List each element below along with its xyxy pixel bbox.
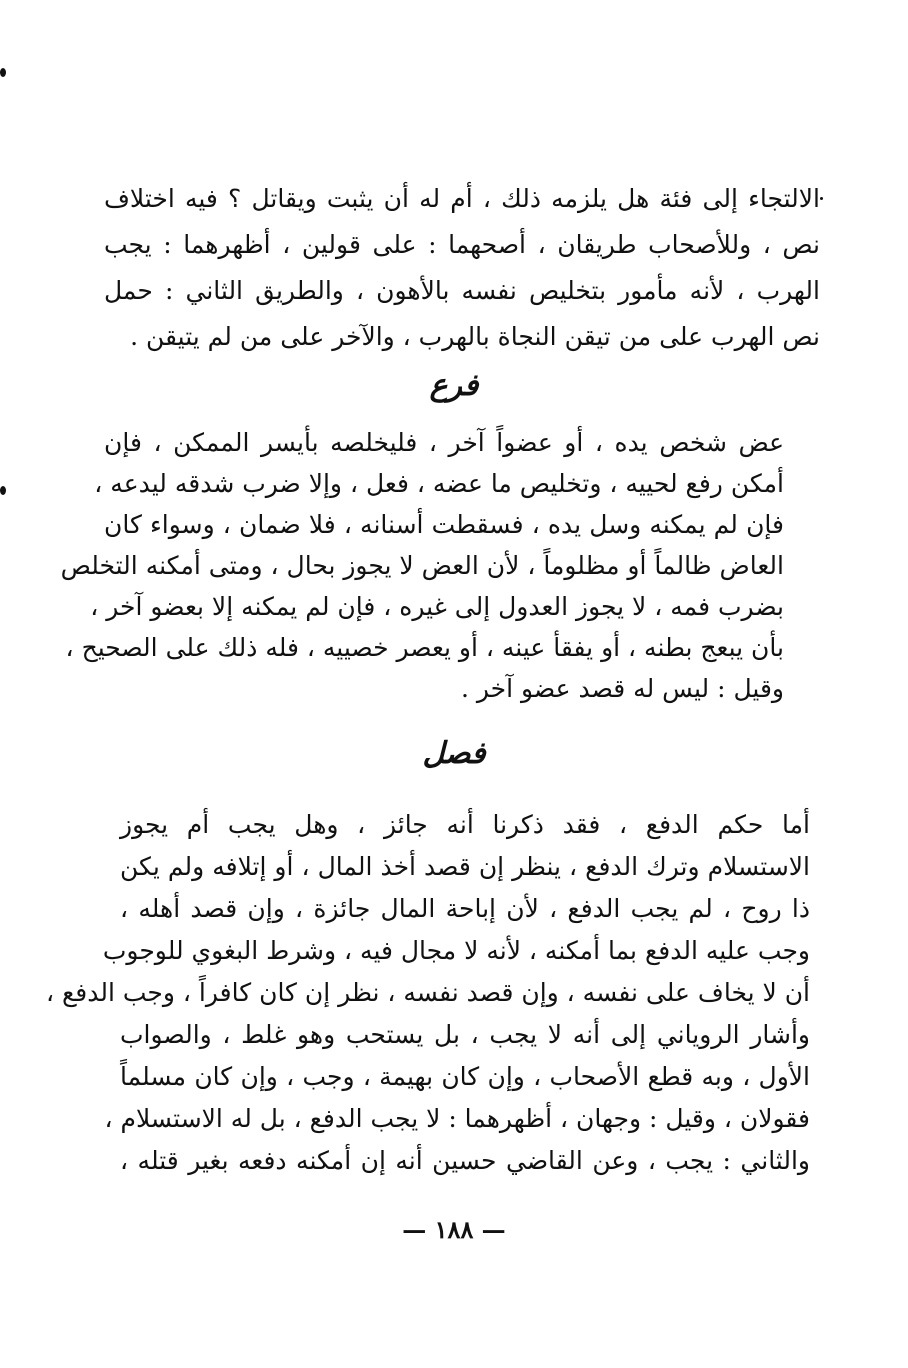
paragraph-3-line-6: وأشار الروياني إلى أنه لا يجب ، بل يستحب وهو غلط ، والصواب <box>120 1020 810 1049</box>
paragraph-2 <box>60 422 784 709</box>
paragraph-1-line-2: نص ، وللأصحاب طريقان ، أصحهما : على قولين ، أظهرهما : يجب <box>104 230 820 259</box>
paragraph-1-line-1: الالتجاء إلى فئة هل يلزمه ذلك ، أم له أن يثبت ويقاتل ؟ فيه اختلاف <box>104 184 820 213</box>
paragraph-2-line-1: عض شخص يده ، أو عضواً آخر ، فليخلصه بأيسر الممكن ، فإن <box>104 428 784 457</box>
paragraph-3-line-9: والثاني : يجب ، وعن القاضي حسين أنه إن أمكنه دفعه بغير قتله ، <box>120 1146 810 1175</box>
paragraph-3-line-1: أما حكم الدفع ، فقد ذكرنا أنه جائز ، وهل يجب أم يجوز <box>120 810 810 839</box>
paragraph-2-line-7: وقيل : ليس له قصد عضو آخر . <box>460 674 784 703</box>
paragraph-2-line-4: العاض ظالماً أو مظلوماً ، لأن العض لا يجوز بحال ، ومتى أمكنه التخلص <box>60 551 784 580</box>
paragraph-1-line-4: نص الهرب على من تيقن النجاة بالهرب ، والآخر على من لم يتيقن . <box>130 322 820 351</box>
paragraph-3-line-4: وجب عليه الدفع بما أمكنه ، لأنه لا مجال فيه ، وشرط البغوي للوجوب <box>102 936 810 965</box>
paragraph-3-line-5: أن لا يخاف على نفسه ، وإن قصد نفسه ، نظر إن كان كافراً ، وجب الدفع ، <box>45 978 810 1007</box>
paragraph-1-line-3: الهرب ، لأنه مأمور بتخليص نفسه بالأهون ، والطريق الثاني : حمل <box>104 276 820 305</box>
scan-speck-left-middle <box>0 486 6 495</box>
paragraph-2-line-3: فإن لم يمكنه وسل يده ، فسقطت أسنانه ، فلا ضمان ، وسواء كان <box>104 510 784 539</box>
paragraph-2-line-5: بضرب فمه ، لا يجوز العدول إلى غيره ، فإن لم يمكنه إلا بعضو آخر ، <box>90 592 784 621</box>
paragraph-1 <box>104 176 820 360</box>
paragraph-3-line-8: فقولان ، وقيل : وجهان ، أظهرهما : لا يجب الدفع ، بل له الاستسلام ، <box>104 1104 810 1133</box>
scan-speck-right <box>820 197 823 200</box>
paragraph-2-line-6: بأن يبعج بطنه ، أو يفقأ عينه ، أو يعصر خصييه ، فله ذلك على الصحيح ، <box>65 633 784 662</box>
section-heading-far: فرع <box>429 368 479 403</box>
paragraph-3-line-2: الاستسلام وترك الدفع ، ينظر إن قصد أخذ المال ، أو إتلافه ولم يكن <box>120 852 810 881</box>
paragraph-3-line-3: ذا روح ، لم يجب الدفع ، لأن إباحة المال جائزة ، وإن قصد أهله ، <box>120 894 810 923</box>
paragraph-3 <box>45 804 810 1182</box>
paragraph-2-line-2: أمكن رفع لحييه ، وتخليص ما عضه ، فعل ، وإلا ضرب شدقه ليدعه ، <box>94 469 784 498</box>
page-number: — ١٨٨ — <box>402 1215 506 1244</box>
paragraph-3-line-7: الأول ، وبه قطع الأصحاب ، وإن كان بهيمة ، وجب ، وإن كان مسلماً <box>120 1062 810 1091</box>
scan-speck-left-top <box>0 68 6 77</box>
section-heading-fasl: فصل <box>422 736 486 771</box>
